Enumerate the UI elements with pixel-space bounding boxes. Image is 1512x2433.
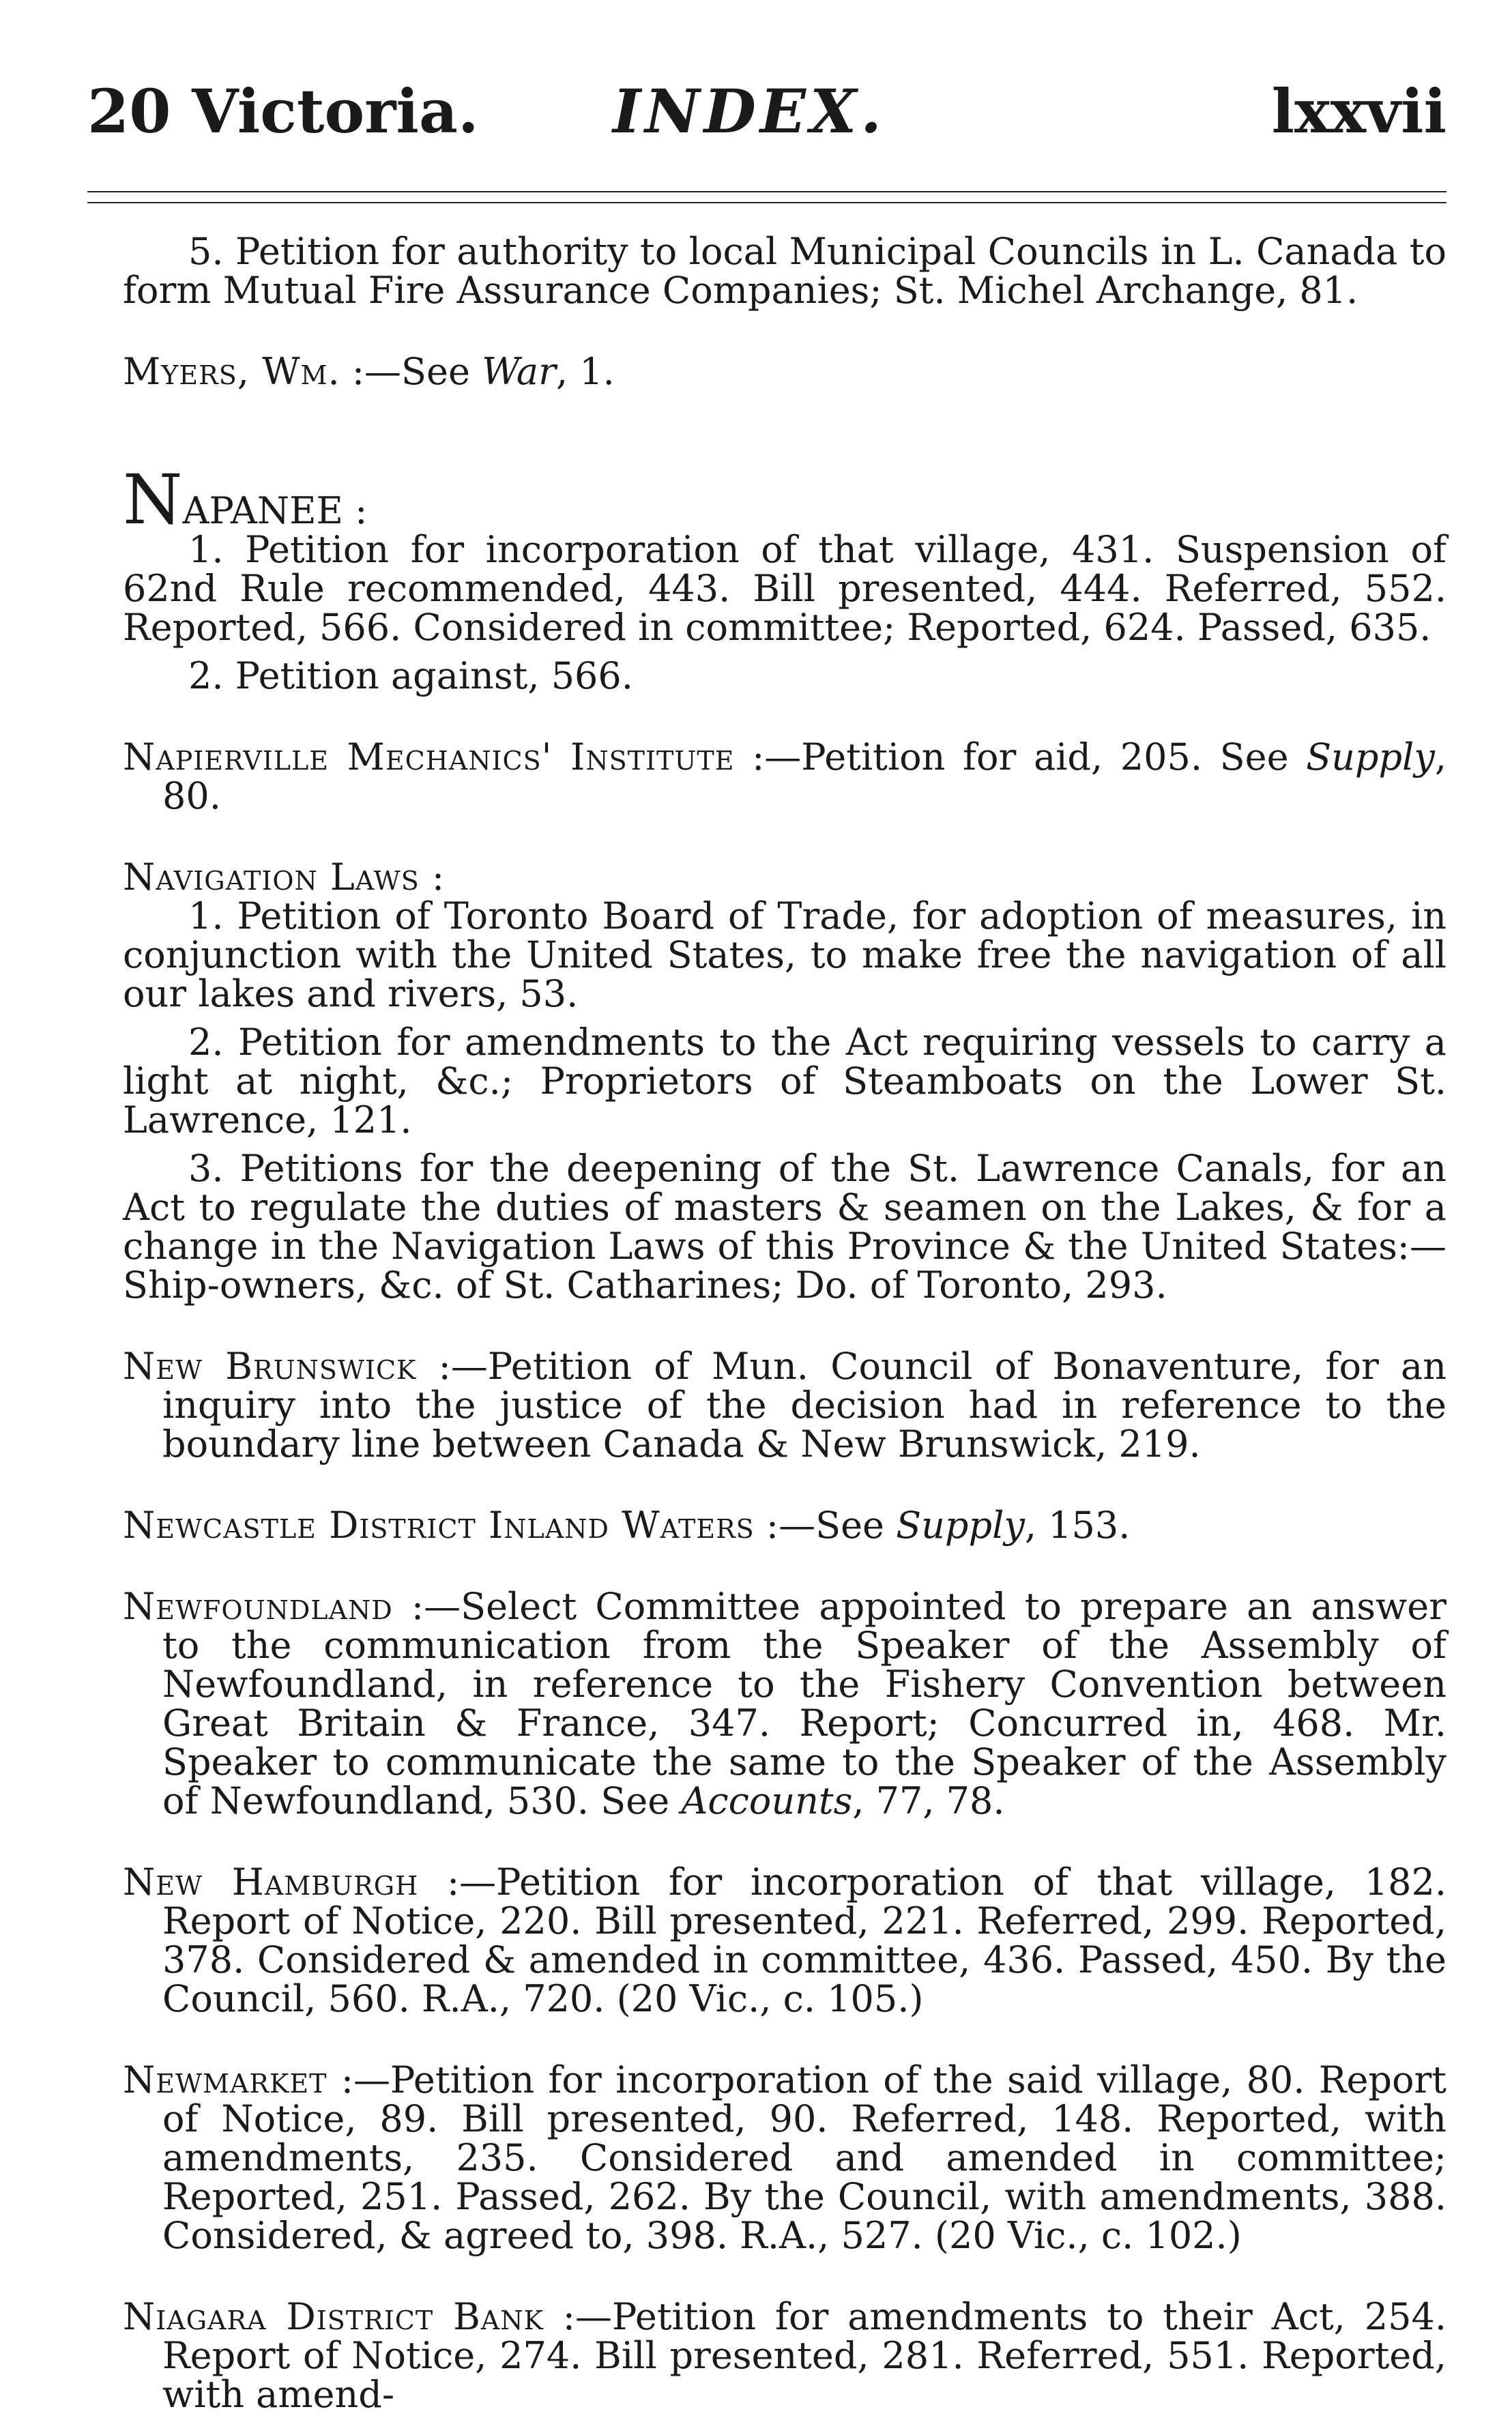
entry-heading: Newmarket [123, 2058, 328, 2101]
entry-navigation-item: 3. Petitions for the deepening of the St. Lawrence Canals, for an Act to regulate the duties of masters & seamen on the Lakes, & for a change in the Navigation Laws of this Province & the United States:—Ship-owners, &c. of St. Catharines; Do. of Toronto, 293. [123, 1147, 1446, 1307]
entry-napanee-item: 2. Petition against, 566. [188, 654, 633, 697]
entry-heading: Napierville Mechanics' Institute [123, 735, 735, 778]
entry-heading: APANEE : [182, 489, 368, 532]
entry-heading: Niagara District Bank [123, 2295, 544, 2338]
entry-napanee-heading [123, 460, 1446, 540]
entry-new-brunswick: New Brunswick :—Petition of Mun. Council of Bonaventure, for an inquiry into the justice of the decision had in reference to the boundary line between Canada & New Brunswick, 219. [123, 1345, 1446, 1466]
entry-navigation-item: 2. Petition for amendments to the Act requiring vessels to carry a light at night, &c.; Proprietors of Steamboats on the Lower St. Lawrence, 121. [123, 1021, 1446, 1141]
entry-heading: Myers, Wm. [123, 350, 340, 393]
entry-continued-item: 5. Petition for authority to local Municipal Councils in L. Canada to form Mutual Fire Assurance Companies; St. Michel Archange, 81. [123, 230, 1446, 312]
entry-newmarket: Newmarket :—Petition for incorporation of the said village, 80. Report of Notice, 89. Bill presented, 90. Referred, 148. Reported, with amendments, 235. Considered and amended in committee; Reported, 251. Passed, 262. By the Council, with amendments, 388. Considered, & agreed to, 398. R.A., 527. (20 Vic., c. 102.) [123, 2058, 1446, 2257]
drop-cap: N [123, 460, 183, 540]
entry-napanee-item: 1. Petition for incorporation of that village, 431. Suspension of 62nd Rule recommended, 443. Bill presented, 444. Referred, 552. Reported, 566. Considered in committee; Reported, 624. Passed, 635. [123, 528, 1446, 649]
index-body [123, 232, 1446, 2414]
entry-navigation-heading: Navigation Laws : [123, 856, 446, 899]
cross-reference: Accounts [681, 1779, 853, 1822]
entry-heading: Newfoundland [123, 1585, 393, 1628]
entry-newcastle: Newcastle District Inland Waters :—See Supply, 153. [123, 1504, 1131, 1547]
cross-reference: Supply [1306, 735, 1435, 778]
entry-heading: New Brunswick [123, 1345, 417, 1388]
cross-reference: War [482, 350, 556, 393]
entry-newfoundland: Newfoundland :—Select Committee appointed to prepare an answer to the communication from the Speaker of the Assembly of Newfoundland, in reference to the Fishery Convention between Great Britain & France, 347. Report; Concurred in, 468. Mr. Speaker to communicate the same to the Speaker of the Assembly of Newfoundland, 530. See Accounts, 77, 78. [123, 1585, 1446, 1822]
header-rule-bottom [87, 202, 1446, 203]
cross-reference: Supply [896, 1504, 1025, 1547]
entry-heading: Newcastle District Inland Waters [123, 1504, 755, 1547]
header-page-number: lxxvii [1271, 76, 1446, 147]
entry-new-hamburgh: New Hamburgh :—Petition for incorporation of that village, 182. Report of Notice, 220. Bill presented, 221. Referred, 299. Reported, 378. Considered & amended in committee, 436. Passed, 450. By the Council, 560. R.A., 720. (20 Vic., c. 105.) [123, 1861, 1446, 2020]
header-session: 20 Victoria. [87, 76, 479, 147]
entry-myers: Myers, Wm. :—See War, 1. [123, 350, 615, 393]
entry-niagara: Niagara District Bank :—Petition for amendments to their Act, 254. Report of Notice, 274. Bill presented, 281. Referred, 551. Reported, with amend- [123, 2295, 1446, 2416]
entry-heading: New Hamburgh [123, 1861, 419, 1904]
entry-navigation-item: 1. Petition of Toronto Board of Trade, for adoption of measures, in conjunction with the United States, to make free the navigation of all our lakes and rivers, 53. [123, 894, 1446, 1015]
page-header [87, 74, 1446, 149]
header-title: INDEX. [613, 76, 886, 147]
entry-napierville: Napierville Mechanics' Institute :—Petition for aid, 205. See Supply, 80. [123, 735, 1446, 817]
header-rule-top [87, 191, 1446, 192]
